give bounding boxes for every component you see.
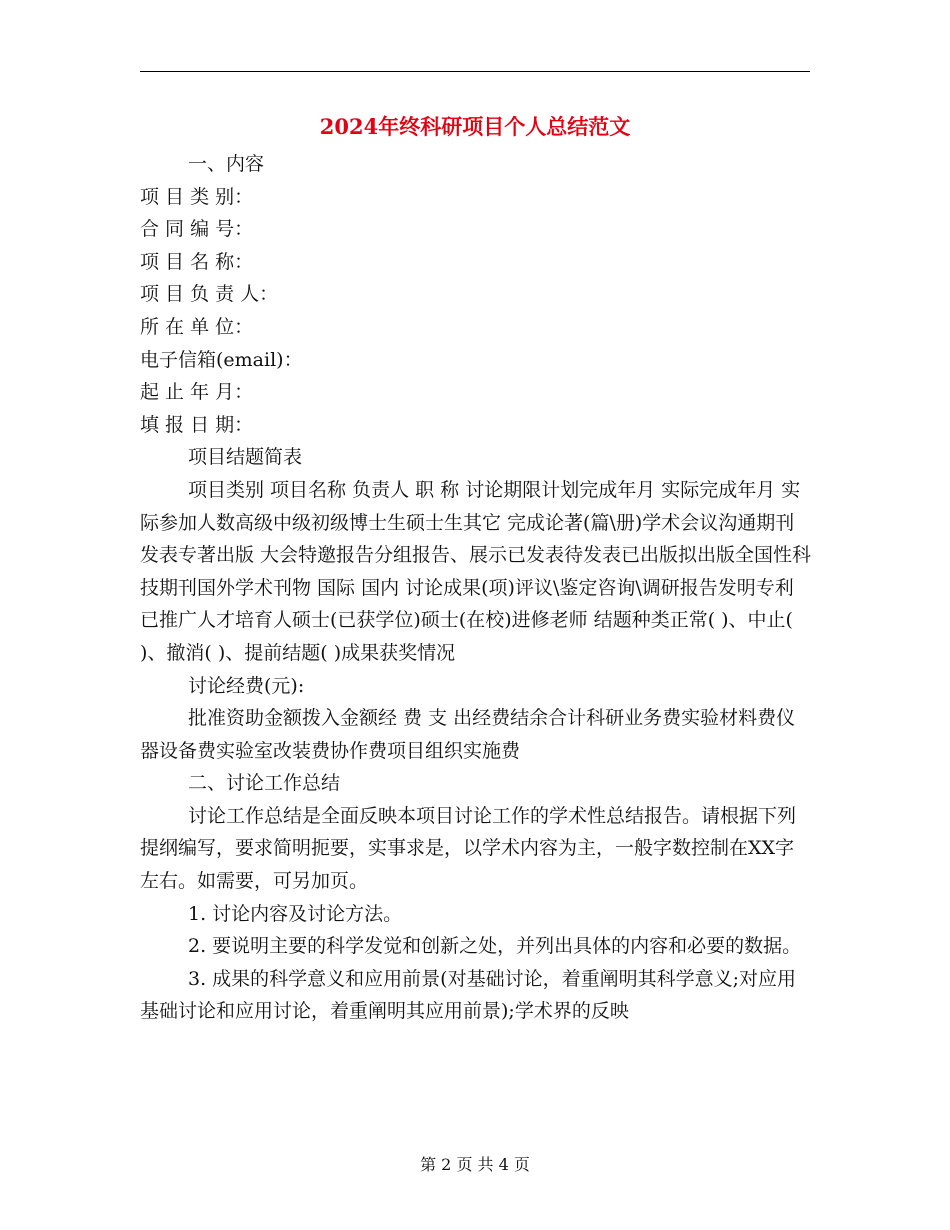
field-contract-number (140, 213, 812, 246)
field-label: 起 止 年 月： (140, 381, 254, 404)
field-label: 电子信箱(email)： (140, 348, 303, 371)
section-heading-content: 一、内容 (188, 153, 265, 175)
document-title: 2024年终科研项目个人总结范文 (319, 114, 631, 139)
field-period (140, 376, 812, 409)
field-project-leader (140, 278, 812, 311)
table-title: 项目结题简表 (188, 446, 303, 469)
funds-text: 批准资助金额拨入金额经 费 支 出经费结余合计科研业务费实验材料费仪器设备费实验室改装费协作费项目组织实施费 (140, 707, 796, 762)
field-label: 项 目 负 责 人： (140, 283, 279, 306)
field-label: 项 目 类 别： (140, 185, 254, 208)
field-project-name (140, 246, 812, 279)
header-rule (140, 71, 810, 72)
field-report-date (140, 409, 812, 442)
field-email (140, 344, 812, 377)
field-label: 填 报 日 期： (140, 413, 254, 436)
table-summary-text: 项目类别 项目名称 负责人 职 称 讨论期限计划完成年月 实际完成年月 实际参加人数高级中级初级博士生硕士生其它 完成论著(篇\册)学术会议沟通期刊发表专著出版 大会特邀报告分组报告、展示已发表待发表已出版拟出版全国性科技期刊国外学术刊物 国际 国内 讨论成果(项)评议\鉴定咨询\调研报告发明专利已推广人才培育人硕士(已获学位)硕士(在校)进修老师 结题种类正常( )、中止( )、撤消( )、提前结题( )成果获奖情况 (140, 478, 812, 664)
field-project-category (140, 181, 812, 214)
outline-item-2: 2. 要说明主要的科学发觉和创新之处，并列出具体的内容和必要的数据。 (188, 935, 802, 958)
field-label: 项 目 名 称： (140, 250, 254, 273)
outline-item-3: 3. 成果的科学意义和应用前景(对基础讨论，着重阐明其科学意义;对应用基础讨论和应用讨论，着重阐明其应用前景);学术界的反映 (140, 967, 796, 1023)
section-heading-summary: 二、讨论工作总结 (188, 772, 341, 795)
funds-title: 讨论经费(元): (188, 674, 305, 697)
field-label: 所 在 单 位： (140, 315, 254, 338)
summary-intro: 讨论工作总结是全面反映本项目讨论工作的学术性总结报告。请根据下列提纲编写，要求简明扼要，实事求是，以学术内容为主，一般字数控制在XX字左右。如需要，可另加页。 (140, 804, 797, 893)
page-footer: 第 2 页 共 4 页 (420, 1155, 530, 1174)
field-label: 合 同 编 号： (140, 218, 254, 241)
field-organization (140, 311, 812, 344)
document-body (140, 148, 812, 1028)
outline-item-1: 1. 讨论内容及讨论方法。 (188, 902, 403, 925)
